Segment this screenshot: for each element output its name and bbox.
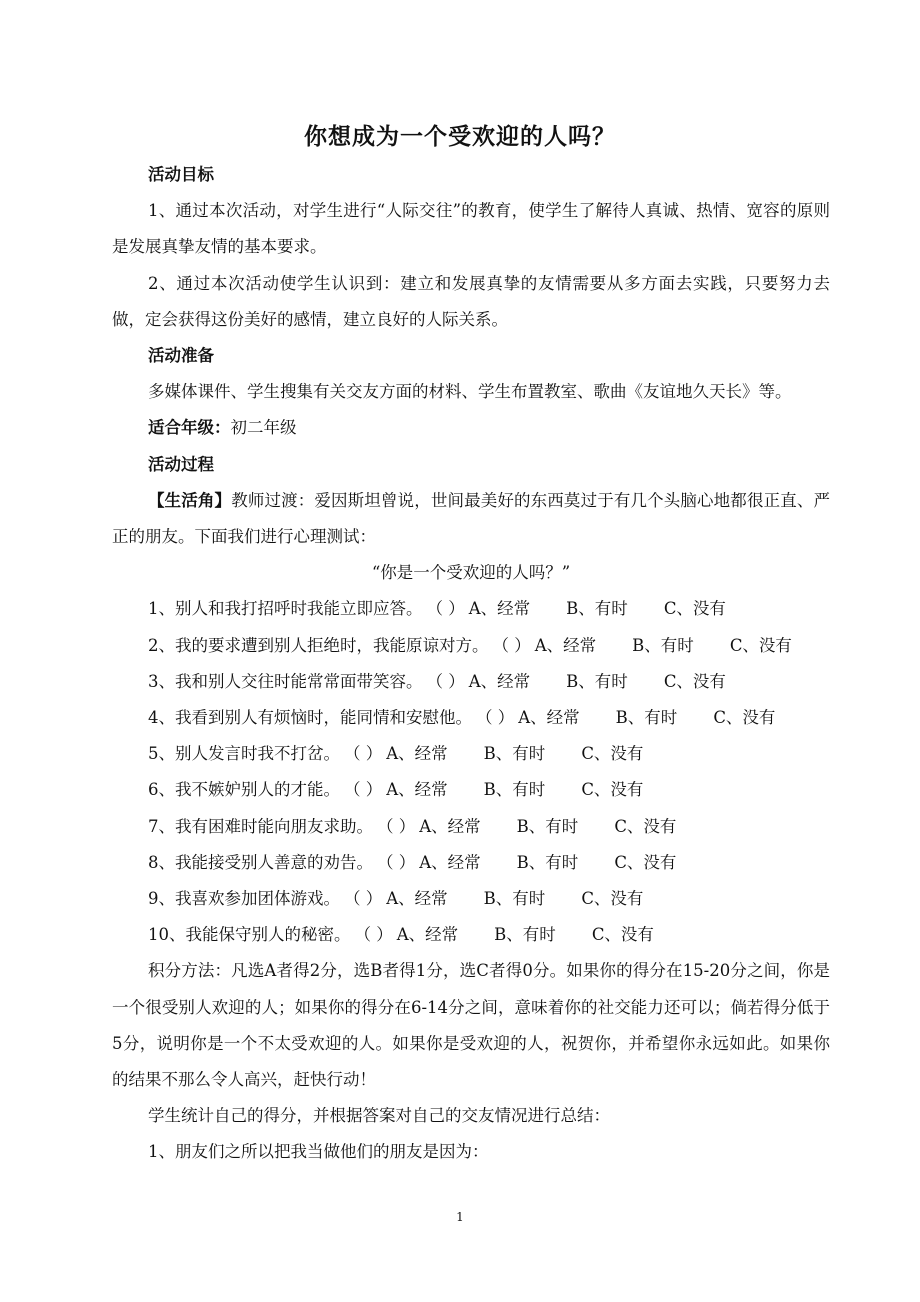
- summary-text: 学生统计自己的得分，并根据答案对自己的交友情况进行总结：: [148, 1106, 610, 1126]
- quiz-question: [112, 736, 830, 772]
- option-c: C、没有: [581, 744, 644, 764]
- option-c: C、没有: [591, 925, 654, 945]
- quiz-question-text: 4、我看到别人有烦恼时，能同情和安慰他。: [148, 708, 472, 728]
- option-b: B、有时: [494, 925, 556, 945]
- option-a: A、经常: [534, 635, 597, 655]
- option-b: B、有时: [615, 708, 678, 728]
- scoring-method: 积分方法：凡选A者得2分，选B者得1分，选C者得0分。如果你的得分在15-20分之间，你是一个很受别人欢迎的人；如果你的得分在6-14分之间，意味着你的社交能力还可以；倘若得分低于5分，说明你是一个不太受欢迎的人。如果你是受欢迎的人，祝贺你，并希望你永远如此。如果你的结果不那么令人高兴，赶快行动！: [112, 961, 830, 1090]
- quiz-question: [112, 700, 830, 736]
- grade-label: 适合年级：: [148, 418, 231, 438]
- quiz-title: “你是一个受欢迎的人吗？”: [371, 563, 571, 583]
- quiz-question: [112, 772, 830, 808]
- option-b: B、有时: [483, 780, 546, 800]
- answer-blank: （ ）: [377, 852, 416, 872]
- option-a: A、经常: [386, 889, 448, 909]
- life-corner-paragraph: [112, 483, 830, 555]
- option-b: B、有时: [516, 816, 579, 836]
- option-b: B、有时: [566, 671, 628, 691]
- reason-text: 1、朋友们之所以把我当做他们的朋友是因为：: [148, 1142, 489, 1162]
- quiz-list: [112, 591, 830, 953]
- option-a: A、经常: [386, 780, 448, 800]
- answer-blank: （ ）: [344, 889, 383, 909]
- quiz-question-text: 2、我的要求遭到别人拒绝时，我能原谅对方。: [148, 635, 489, 655]
- option-c: C、没有: [581, 889, 644, 909]
- life-corner-intro: 教师过渡：爱因斯坦曾说，世间最美好的东西莫过于有几个头脑心地都很正直、严正的朋友。下面我们进行心理测试：: [112, 490, 830, 547]
- goals-heading: 活动目标: [148, 165, 214, 184]
- option-a: A、经常: [468, 671, 531, 691]
- goal-item: 1、通过本次活动，对学生进行“人际交往”的教育，使学生了解待人真诚、热情、宽容的原则是发展真挚友情的基本要求。: [112, 201, 830, 257]
- option-a: A、经常: [396, 925, 459, 945]
- quiz-question: [112, 845, 830, 881]
- option-b: B、有时: [566, 599, 628, 619]
- answer-blank: （ ）: [377, 816, 416, 836]
- grade-value: 初二年级: [230, 418, 297, 438]
- answer-blank: （ ）: [476, 708, 515, 728]
- quiz-question: [112, 591, 830, 627]
- answer-blank: （ ）: [426, 599, 465, 619]
- goal-item: 2、通过本次活动使学生认识到：建立和发展真挚的友情需要从多方面去实践，只要努力去做，定会获得这份美好的感情，建立良好的人际关系。: [112, 273, 830, 329]
- option-c: C、没有: [663, 671, 726, 691]
- quiz-question-text: 6、我不嫉妒别人的才能。: [148, 780, 340, 800]
- option-a: A、经常: [468, 599, 531, 619]
- quiz-question: [112, 809, 830, 845]
- option-c: C、没有: [581, 780, 644, 800]
- quiz-question: [112, 628, 830, 664]
- quiz-question-text: 10、我能保守别人的秘密。: [148, 925, 351, 945]
- quiz-question-text: 3、我和别人交往时能常常面带笑容。: [148, 671, 423, 691]
- quiz-question: [112, 881, 830, 917]
- option-c: C、没有: [663, 599, 726, 619]
- option-a: A、经常: [518, 708, 580, 728]
- answer-blank: （ ）: [344, 780, 383, 800]
- quiz-question-text: 1、别人和我打招呼时我能立即应答。: [148, 599, 423, 619]
- option-a: A、经常: [419, 816, 481, 836]
- quiz-question: [112, 917, 830, 953]
- quiz-question-text: 7、我有困难时能向朋友求助。: [148, 816, 373, 836]
- quiz-question: [112, 664, 830, 700]
- quiz-question-text: 5、别人发言时我不打岔。: [148, 744, 340, 764]
- prep-heading: 活动准备: [148, 346, 214, 366]
- answer-blank: （ ）: [426, 671, 465, 691]
- quiz-question-text: 8、我能接受别人善意的劝告。: [148, 852, 373, 872]
- process-heading: 活动过程: [148, 454, 214, 474]
- answer-blank: （ ）: [354, 925, 393, 945]
- answer-blank: （ ）: [344, 744, 383, 764]
- option-c: C、没有: [713, 708, 776, 728]
- option-c: C、没有: [614, 852, 677, 872]
- life-corner-tag: 【生活角】: [148, 490, 232, 510]
- option-c: C、没有: [614, 816, 677, 836]
- grade-line: [112, 410, 830, 446]
- option-b: B、有时: [516, 852, 579, 872]
- page-number: 1: [456, 1210, 464, 1224]
- document-body: [112, 157, 830, 1171]
- option-a: A、经常: [386, 744, 448, 764]
- quiz-question-text: 9、我喜欢参加团体游戏。: [148, 889, 340, 909]
- option-b: B、有时: [483, 889, 546, 909]
- prep-text: 多媒体课件、学生搜集有关交友方面的材料、学生布置教室、歌曲《友谊地久天长》等。: [148, 382, 792, 402]
- option-b: B、有时: [483, 744, 546, 764]
- page-title: 你想成为一个受欢迎的人吗？: [304, 124, 616, 150]
- option-b: B、有时: [632, 635, 694, 655]
- option-a: A、经常: [419, 852, 481, 872]
- answer-blank: （ ）: [492, 635, 531, 655]
- option-c: C、没有: [729, 635, 792, 655]
